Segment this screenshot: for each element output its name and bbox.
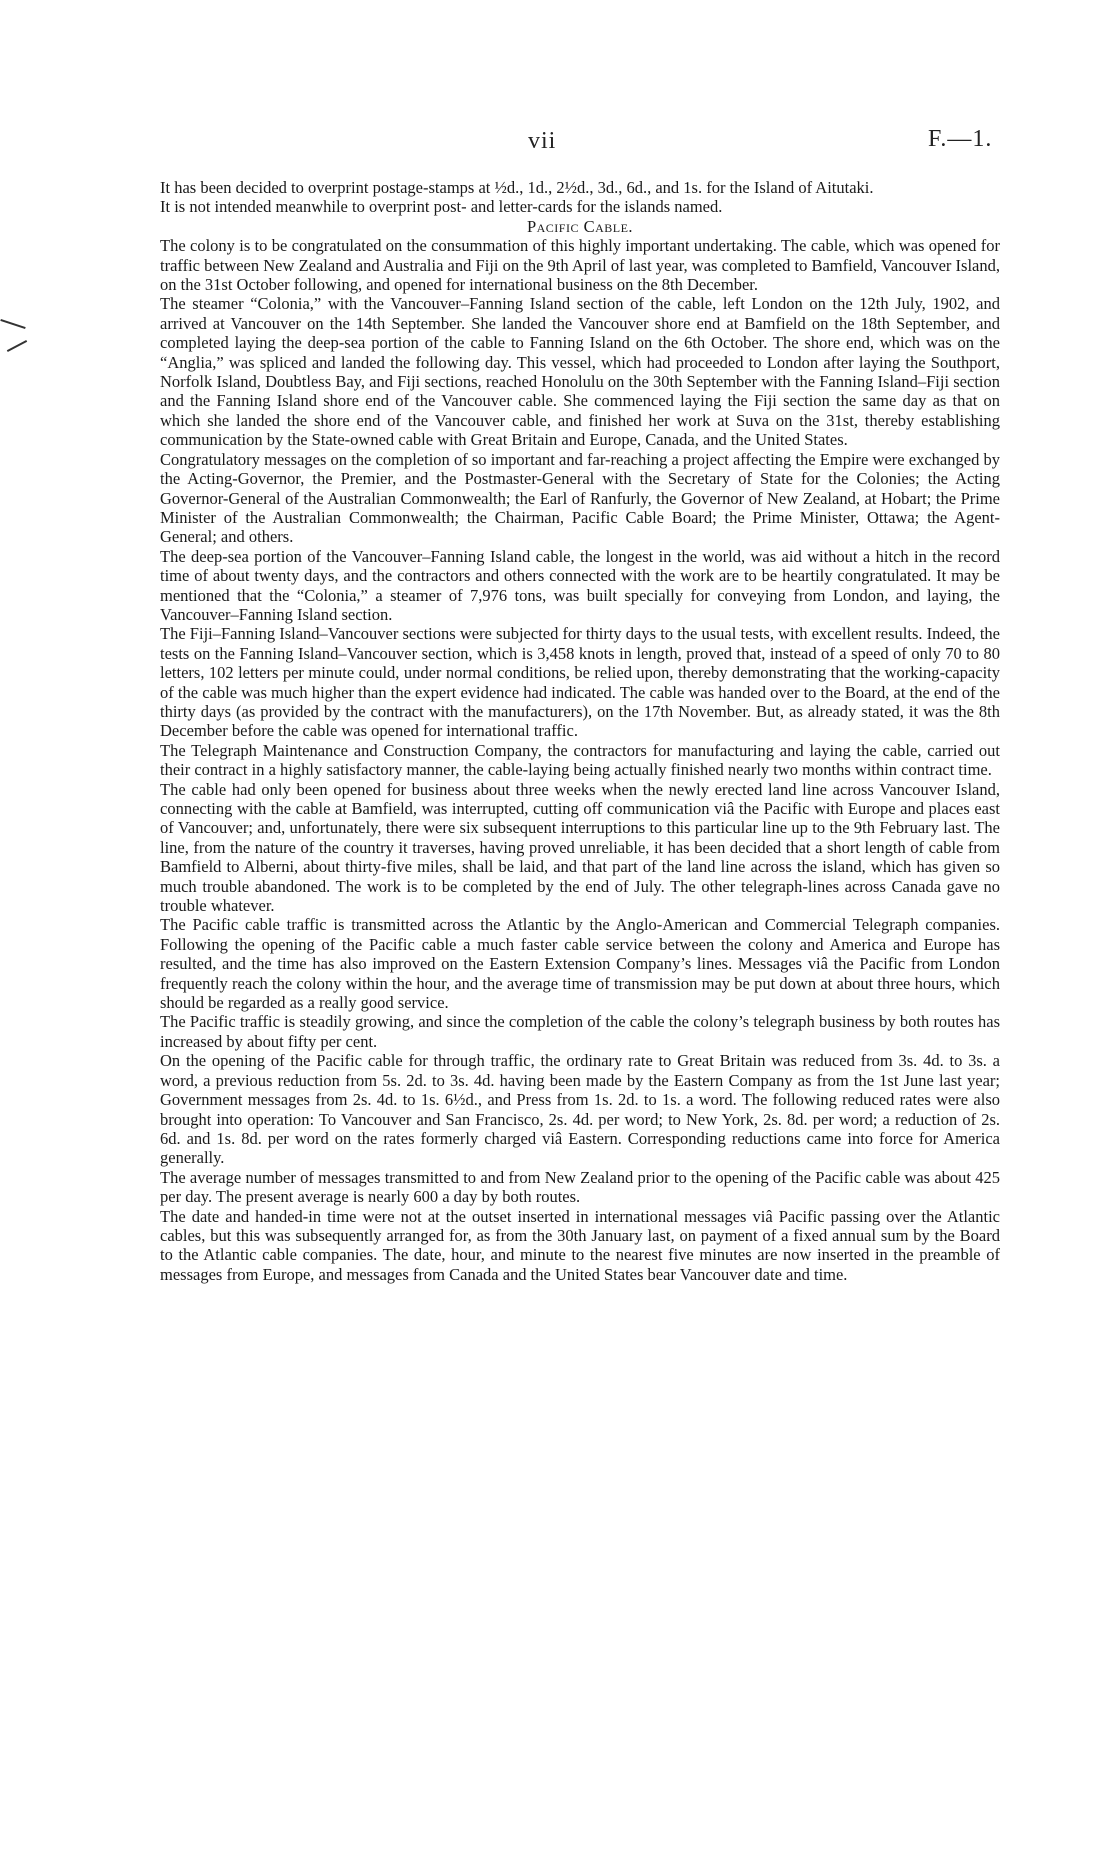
paragraph: The date and handed-in time were not at the outset inserted in international messages viâ Pacific passing over the Atlantic cables, but this was subsequently arranged for, as from the 30th January last, on payment of a fixed annual sum by the Board to the Atlantic cable companies. The date, hour, and minute to the nearest five minutes are now inserted in the preamble of messages from Europe, and messages from Canada and the United States bear Vancouver date and time.: [160, 1206, 1000, 1284]
paragraph-cards: It is not intended meanwhile to overprint post- and letter-cards for the islands named.: [160, 197, 723, 217]
paragraph: The deep-sea portion of the Vancouver–Fanning Island cable, the longest in the world, was aid without a hitch in the record time of about twenty days, and the contractors and others connected with the work are to be heartily congratulated. It may be mentioned that the “Colonia,” a steamer of 7,976 tons, was built specially for conveying from London, and laying, the Vancouver–Fanning Island section.: [160, 546, 1000, 624]
paragraph: The cable had only been opened for business about three weeks when the newly erected land line across Vancouver Island, connecting with the cable at Bamfield, was interrupted, cutting off communication viâ the Pacific with Europe and places east of Vancouver; and, unfortunately, there were six subsequent interruptions to this particular line up to the 9th February last. The line, from the nature of the country it traverses, having proved unreliable, it has been decided that a short length of cable from Bamfield to Alberni, about thirty-five miles, shall be laid, and that part of the land line across the island, which has given so much trouble abandoned. The work is to be completed by the end of July. The other telegraph-lines across Canada gave no trouble whatever.: [160, 779, 1000, 916]
paragraph: The Pacific traffic is steadily growing, and since the completion of the cable the colony’s telegraph business by both routes has increased by about fifty per cent.: [160, 1012, 1000, 1051]
paragraph-aitutaki: It has been decided to overprint postage-stamps at ½d., 1d., 2½d., 3d., 6d., and 1s. for the Island of Aitutaki.: [160, 178, 874, 197]
paragraph: The colony is to be congratulated on the consummation of this highly important undertaking. The cable, which was opened for traffic between New Zealand and Australia and Fiji on the 9th April of last year, was completed to Bamfield, Vancouver Island, on the 31st October following, and opened for international business on the 8th December.: [160, 236, 1000, 295]
series-code: F.—1.: [928, 126, 993, 152]
section-heading: Pacific Cable.: [526, 216, 634, 236]
paragraph: The average number of messages transmitted to and from New Zealand prior to the opening of the Pacific cable was about 425 per day. The present average is nearly 600 a day by both routes.: [160, 1167, 1000, 1207]
paragraph: The Telegraph Maintenance and Construction Company, the contractors for manufacturing and laying the cable, carried out their contract in a highly satisfactory manner, the cable-laying being actually finished nearly two months within contract time.: [160, 740, 1000, 780]
paragraph: Congratulatory messages on the completion of so important and far-reaching a project affecting the Empire were exchanged by the Acting-Governor, the Premier, and the Postmaster-General with the Secretary of State for the Colonies; the Acting Governor-General of the Australian Commonwealth; the Earl of Ranfurly, the Governor of New Zealand, at Hobart; the Prime Minister of the Australian Commonwealth; the Chairman, Pacific Cable Board; the Prime Minister, Ottawa; the Agent-General; and others.: [160, 449, 1000, 547]
margin-mark: [0, 319, 25, 329]
paragraph: The Fiji–Fanning Island–Vancouver sections were subjected for thirty days to the usual tests, with excellent results. Indeed, the tests on the Fanning Island–Vancouver section, which is 3,458 knots in length, proved that, instead of a speed of only 70 to 80 letters, 102 letters per minute could, under normal conditions, be relied upon, thereby demonstrating that the working-capacity of the cable was much higher than the expert evidence had indicated. The cable was handed over to the Board, at the end of the thirty days (as provided by the contract with the manufacturers), on the 17th November. But, as already stated, it was the 8th December before the cable was opened for international traffic.: [160, 624, 1000, 741]
margin-mark: [7, 340, 27, 352]
paragraph: The Pacific cable traffic is transmitted across the Atlantic by the Anglo-American and Commercial Telegraph companies. Following the opening of the Pacific cable a much faster cable service between the colony and America and Europe has resulted, and the time has also improved on the Eastern Extension Company’s lines. Messages viâ the Pacific from London frequently reach the colony within the hour, and the average time of transmission may be put down at about three hours, which should be regarded as a really good service.: [160, 915, 1000, 1013]
paragraph: On the opening of the Pacific cable for through traffic, the ordinary rate to Great Britain was reduced from 3s. 4d. to 3s. a word, a previous reduction from 5s. 2d. to 3s. 4d. having been made by the Eastern Company as from the 1st June last year; Government messages from 2s. 4d. to 1s. 6½d., and Press from 1s. 2d. to 1s. a word. The following reduced rates were also brought into operation: To Vancouver and San Francisco, 2s. 4d. per word; to New York, 2s. 8d. per word; a reduction of 2s. 6d. and 1s. 8d. per word on the rates formerly charged viâ Eastern. Corresponding reductions came into force for America generally.: [160, 1051, 1000, 1168]
paragraph: The steamer “Colonia,” with the Vancouver–Fanning Island section of the cable, left London on the 12th July, 1902, and arrived at Vancouver on the 14th September. She landed the Vancouver shore end at Bamfield on the 18th September, and completed laying the deep-sea portion of the cable to Fanning Island on the 6th October. The shore end, which was on the “Anglia,” was spliced and landed the following day. This vessel, which had proceeded to London after laying the Southport, Norfolk Island, Doubtless Bay, and Fiji sections, reached Honolulu on the 30th September with the Fanning Island–Fiji section and the Fanning Island shore end of the Vancouver cable. She commenced laying the Fiji section the same day as that on which she landed the shore end of the Vancouver cable, and finished her work at Suva on the 31st, thereby establishing communication by the State-owned cable with Great Britain and Europe, Canada, and the United States.: [160, 294, 1000, 450]
page-number: vii: [528, 128, 557, 154]
body-text: [160, 178, 1000, 1284]
